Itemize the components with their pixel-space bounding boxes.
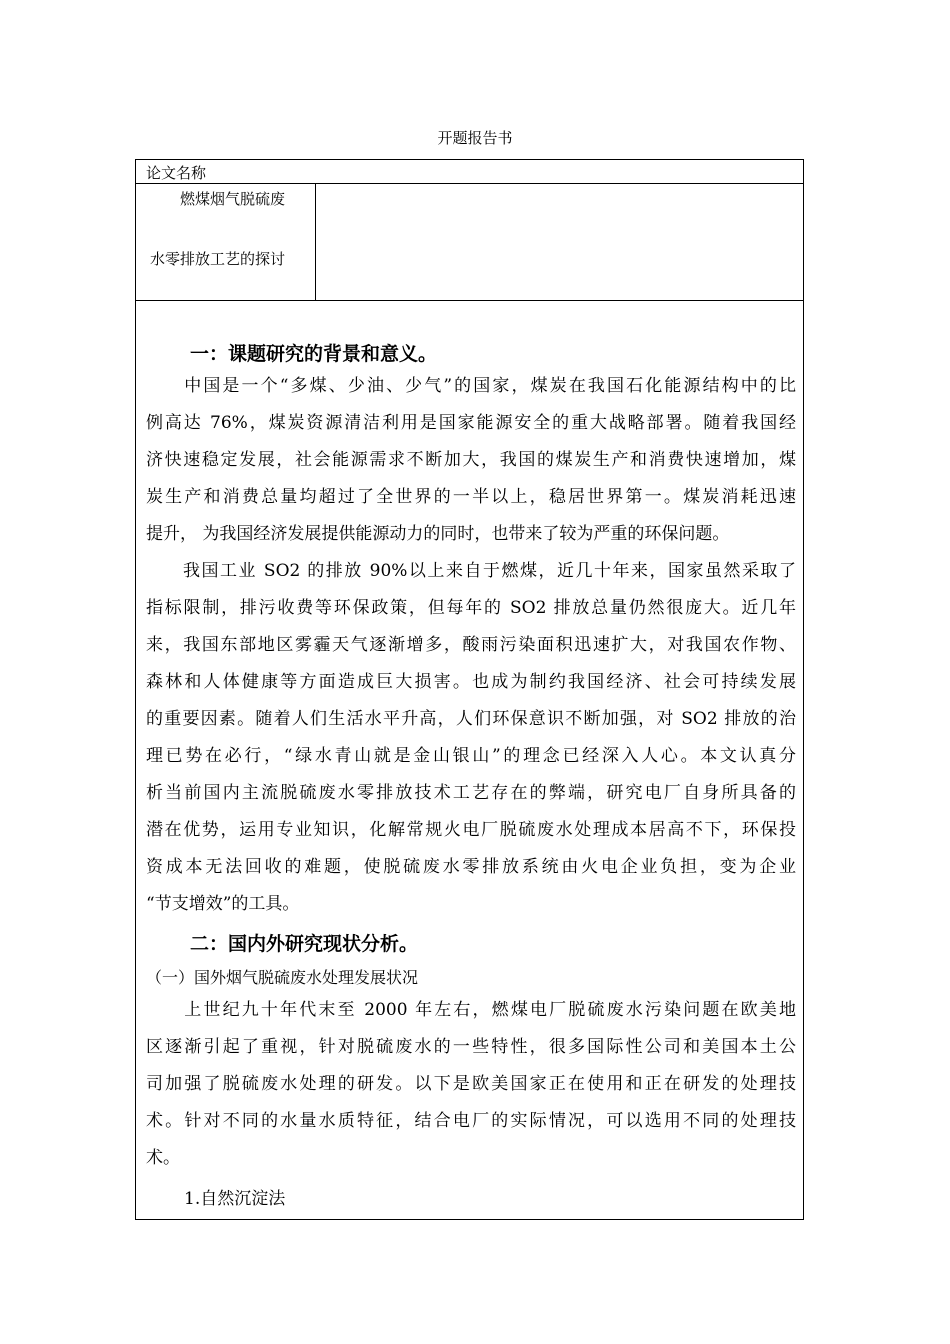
paper-title-line-2: 水零排放工艺的探讨 [150,250,286,268]
text-line: 我国工业 SO2 的排放 90%以上来自于燃煤，近几十年来，国家虽然采取了 [146,561,796,581]
paper-title-line-1: 燃煤烟气脱硫废 [180,190,286,208]
text-line: 来，我国东部地区雾霾天气逐渐增多，酸雨污染面积迅速扩大，对我国农作物、 [146,635,796,655]
paper-title-row [135,183,804,301]
text-line: 提升， 为我国经济发展提供能源动力的同时，也带来了较为严重的环保问题。 [146,524,730,544]
text-line: 济快速稳定发展，社会能源需求不断加大，我国的煤炭生产和消费快速增加，煤 [146,450,796,470]
section-1-paragraph-1 [146,368,796,553]
paper-title-cell [136,184,316,300]
text-line: 术。针对不同的水量水质特征，结合电厂的实际情况，可以选用不同的处理技 [146,1111,796,1131]
text-line: 中国是一个“多煤、少油、少气”的国家，煤炭在我国石化能源结构中的比 [146,376,796,396]
text-line: 区逐渐引起了重视，针对脱硫废水的一些特性，很多国际性公司和美国本土公 [146,1037,796,1057]
section-1-paragraph-2 [146,553,796,923]
text-line: 理已势在必行，“绿水青山就是金山银山”的理念已经深入人心。本文认真分 [146,746,796,766]
text-line: 析当前国内主流脱硫废水零排放技术工艺存在的弊端，研究电厂自身所具备的 [146,783,796,803]
document-title: 开题报告书 [437,129,513,147]
text-line: 例高达 76%，煤炭资源清洁利用是国家能源安全的重大战略部署。随着我国经 [146,413,796,433]
text-line: 炭生产和消费总量均超过了全世界的一半以上，稳居世界第一。煤炭消耗迅速 [146,487,796,507]
text-line: 司加强了脱硫废水处理的研发。以下是欧美国家正在使用和正在研发的处理技 [146,1074,796,1094]
text-line: 资成本无法回收的难题，使脱硫废水零排放系统由火电企业负担，变为企业 [146,857,796,877]
report-body-cell [135,300,804,1220]
text-line: 上世纪九十年代末至 2000 年左右，燃煤电厂脱硫废水污染问题在欧美地 [146,1000,796,1020]
text-line: “节支增效”的工具。 [146,894,300,914]
text-line: 指标限制，排污收费等环保政策，但每年的 SO2 排放总量仍然很庞大。近几年 [146,598,796,618]
section-2-subheading: （一）国外烟气脱硫废水处理发展状况 [146,968,419,987]
section-2-item-1: 1.自然沉淀法 [184,1189,286,1209]
text-line: 的重要因素。随着人们生活水平升高，人们环保意识不断加强，对 SO2 排放的治 [146,709,796,729]
section-2-paragraph-1 [146,992,796,1177]
paper-name-label: 论文名称 [146,164,207,182]
section-1-heading: 一：课题研究的背景和意义。 [190,343,438,365]
text-line: 术。 [146,1148,180,1168]
section-2-heading: 二：国内外研究现状分析。 [190,933,419,955]
paper-name-header-row [135,159,804,184]
text-line: 潜在优势，运用专业知识，化解常规火电厂脱硫废水处理成本居高不下，环保投 [146,820,796,840]
text-line: 森林和人体健康等方面造成巨大损害。也成为制约我国经济、社会可持续发展 [146,672,796,692]
